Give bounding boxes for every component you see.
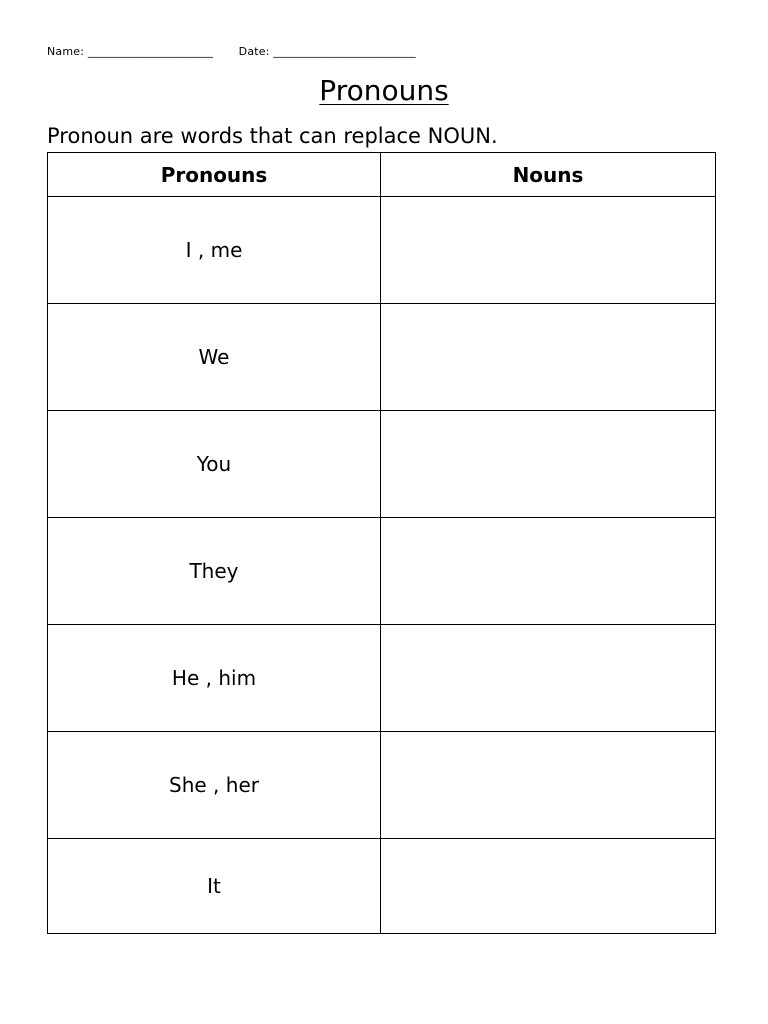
- pronoun-cell: You: [48, 411, 381, 518]
- column-header-nouns: Nouns: [381, 153, 716, 197]
- noun-answer-cell[interactable]: [381, 625, 716, 732]
- noun-answer-cell[interactable]: [381, 304, 716, 411]
- pronoun-cell: It: [48, 839, 381, 934]
- noun-answer-cell[interactable]: [381, 732, 716, 839]
- table-row: [48, 732, 716, 839]
- table-row: [48, 625, 716, 732]
- pronoun-cell: We: [48, 304, 381, 411]
- name-field[interactable]: Name: ______________________: [47, 45, 214, 58]
- noun-answer-cell[interactable]: [381, 197, 716, 304]
- instruction-text: Pronoun are words that can replace NOUN.: [47, 124, 498, 148]
- pronoun-cell: I , me: [48, 197, 381, 304]
- name-date-line: [47, 45, 416, 58]
- noun-answer-cell[interactable]: [381, 411, 716, 518]
- page-title: Pronouns: [319, 74, 449, 107]
- table-row: [48, 839, 716, 934]
- pronoun-cell: He , him: [48, 625, 381, 732]
- pronoun-cell: They: [48, 518, 381, 625]
- noun-answer-cell[interactable]: [381, 839, 716, 934]
- table-row: [48, 411, 716, 518]
- date-field[interactable]: Date: _________________________: [238, 45, 416, 58]
- noun-answer-cell[interactable]: [381, 518, 716, 625]
- column-header-pronouns: Pronouns: [48, 153, 381, 197]
- pronoun-cell: She , her: [48, 732, 381, 839]
- table-header-row: [48, 153, 716, 197]
- table-row: [48, 304, 716, 411]
- table-row: [48, 197, 716, 304]
- pronoun-table: [47, 152, 716, 934]
- table-row: [48, 518, 716, 625]
